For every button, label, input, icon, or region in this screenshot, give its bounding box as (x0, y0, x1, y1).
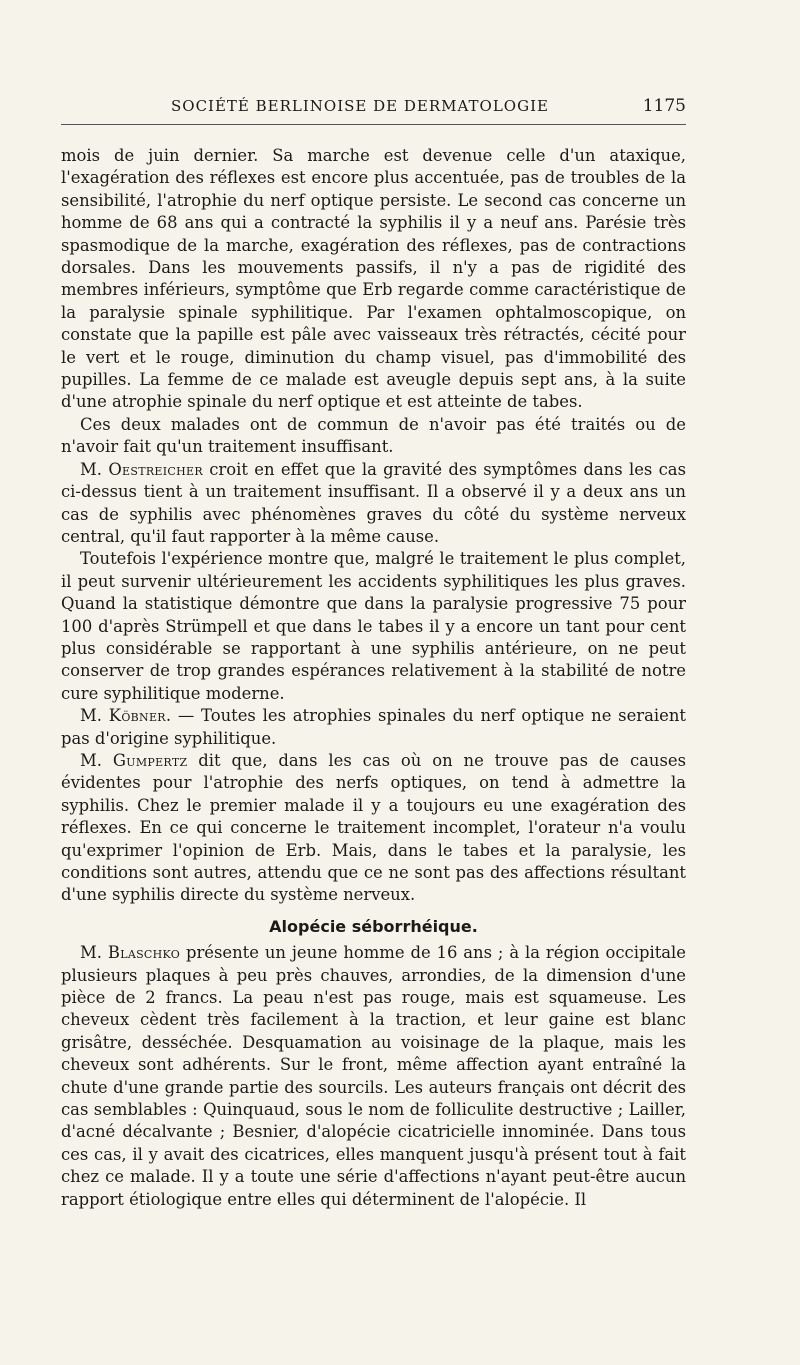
body-text (61, 145, 686, 1211)
paragraph: M. Gumpertz dit que, dans les cas où on ne trouve pas de causes évidentes pour l'atrophie des nerfs optiques, on tend à admettre la syphilis. Chez le premier malade il y a toujours eu une exagération des réflexes. En ce qui concerne le traitement incomplet, l'orateur n'a voulu qu'exprimer l'opinion de Erb. Mais, dans le tabes et la paralysie, les conditions sont autres, attendu que ce ne sont pas des affections résultant d'une syphilis directe du système nerveux. (61, 750, 686, 905)
document-page (61, 96, 686, 1211)
running-title: SOCIÉTÉ BERLINOISE DE DERMATOLOGIE (171, 97, 549, 115)
paragraph: M. Blaschko présente un jeune homme de 16 ans ; à la région occipitale plusieurs plaques à peu près chauves, arrondies, de la dimension d'une pièce de 2 francs. La peau n'est pas rouge, mais est squameuse. Les cheveux cèdent très facilement à la traction, et leur gaine est blanc grisâtre, desséchée. Desquamation au voisinage de la plaque, mais les cheveux sont adhérents. Sur le front, même affection ayant entraîné la chute d'une grande partie des sourcils. Les auteurs français ont décrit des cas semblables : Quinquaud, sous le nom de folliculite destructive ; Lailler, d'acné décalvante ; Besnier, d'alopécie cicatricielle innominée. Dans tous ces cas, il y avait des cicatrices, elles manquent jusqu'à présent tout à fait chez ce malade. Il y a toute une série d'affections n'ayant peut-être aucun rapport étiologique entre elles qui déterminent de l'alopécie. Il (61, 943, 686, 1209)
paragraph: mois de juin dernier. Sa marche est devenue celle d'un ataxique, l'exagération des réflexes est encore plus accentuée, pas de troubles de la sensibilité, l'atrophie du nerf optique persiste. Le second cas concerne un homme de 68 ans qui a contracté la syphilis il y a neuf ans. Parésie très spasmodique de la marche, exagération des réflexes, pas de contractions dorsales. Dans les mouvements passifs, il n'y a pas de rigidité des membres inférieurs, symptôme que Erb regarde comme caractéristique de la paralysie spinale syphilitique. Par l'examen ophtalmoscopique, on constate que la papille est pâle avec vaisseaux très rétractés, cécité pour le vert et le rouge, diminution du champ visuel, pas d'immobilité des pupilles. La femme de ce malade est aveugle depuis sept ans, à la suite d'une atrophie spinale du nerf optique et est atteinte de tabes. (61, 146, 686, 412)
page-number: 1175 (642, 96, 686, 116)
paragraph: M. Köbner. — Toutes les atrophies spinales du nerf optique ne seraient pas d'origine syphilitique. (61, 706, 686, 748)
speaker-name: Blaschko (107, 943, 181, 963)
section-heading: Alopécie séborrhéique. (269, 916, 478, 936)
running-header (61, 96, 686, 124)
speaker-name: Köbner (108, 706, 166, 726)
speaker-name: Oestreicher (108, 459, 203, 479)
speaker-name: Gumpertz (112, 750, 188, 770)
paragraph: Toutefois l'expérience montre que, malgré le traitement le plus complet, il peut survenir ultérieurement les accidents syphilitiques les plus graves. Quand la statistique démontre que dans la paralysie progressive 75 pour 100 d'après Strümpell et que dans le tabes il y a encore un tant pour cent plus considérable se rapportant à une syphilis antérieure, on ne peut conserver de trop grandes espérances relativement à la stabilité de notre cure syphilitique moderne. (61, 549, 686, 703)
paragraph: Ces deux malades ont de commun de n'avoir pas été traités ou de n'avoir fait qu'un traitement insuffisant. (61, 414, 686, 457)
paragraph: M. Oestreicher croit en effet que la gravité des symptômes dans les cas ci-dessus tient à un traitement insuffisant. Il a observé il y a deux ans un cas de syphilis avec phénomènes graves du côté du système nerveux central, qu'il faut rapporter à la même cause. (61, 459, 686, 546)
header-rule (61, 124, 686, 125)
